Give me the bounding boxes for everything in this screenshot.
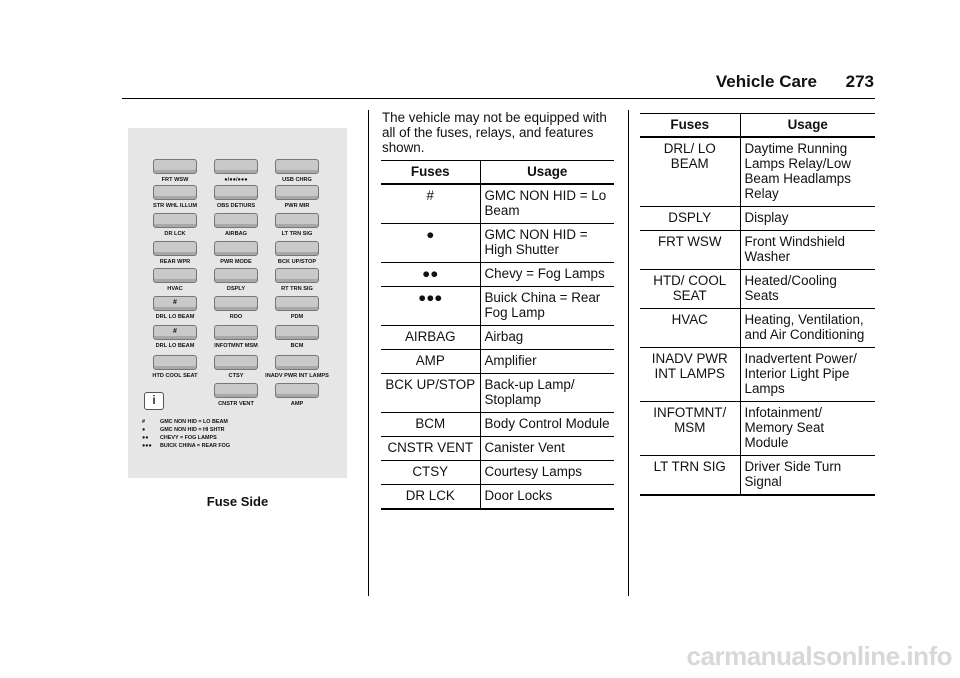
fuse-slot — [275, 159, 319, 174]
legend-symbol: ● — [142, 427, 146, 433]
usage-cell: Back-up Lamp/ Stoplamp — [480, 374, 614, 413]
section-title: Vehicle Care — [715, 72, 817, 91]
usage-cell: Heated/Cooling Seats — [740, 270, 875, 309]
fuse-cell: CNSTR VENT — [381, 437, 480, 461]
fuse-cell: INFOTMNT/ MSM — [640, 402, 740, 456]
fuse-slot — [214, 185, 258, 200]
table-row — [640, 137, 875, 207]
legend-text: BUICK CHINA = REAR FOG — [160, 443, 231, 449]
usage-cell: Chevy = Fog Lamps — [480, 263, 614, 287]
fuse-cell: HVAC — [640, 309, 740, 348]
fuse-cell: AIRBAG — [381, 326, 480, 350]
fuse-slot — [275, 185, 319, 200]
table-row — [381, 374, 614, 413]
legend-symbol: ●● — [142, 435, 149, 441]
table-row — [381, 413, 614, 437]
fuse-cell: LT TRN SIG — [640, 456, 740, 496]
table-row — [640, 207, 875, 231]
fuse-diagram — [128, 128, 347, 478]
fuse-slot — [214, 159, 258, 174]
fuse-cell: ●●● — [381, 287, 480, 326]
fuse-slot — [275, 383, 319, 398]
fuse-label: AMP — [290, 401, 304, 407]
fuse-slot — [153, 185, 197, 200]
fuse-label: USB CHRG — [282, 177, 312, 183]
fuse-cell: INADV PWR INT LAMPS — [640, 348, 740, 402]
usage-cell: Amplifier — [480, 350, 614, 374]
fuse-legend — [142, 418, 230, 450]
fuse-slot — [153, 268, 197, 283]
table-row — [381, 350, 614, 374]
legend-row — [142, 442, 230, 450]
fuse-cell: BCK UP/STOP — [381, 374, 480, 413]
legend-row — [142, 434, 230, 442]
fuse-label: INADV PWR INT LAMPS — [265, 373, 329, 379]
fuse-slot — [153, 355, 197, 370]
book-info-icon: i — [144, 392, 164, 410]
fuse-cell: BCM — [381, 413, 480, 437]
fuse-cell: CTSY — [381, 461, 480, 485]
fuse-label: PDM — [290, 314, 304, 320]
fuse-slot — [153, 241, 197, 256]
fuse-slot — [214, 268, 258, 283]
table-row — [381, 437, 614, 461]
usage-cell: Heating, Ventilation, and Air Conditioning — [740, 309, 875, 348]
fuse-cell: ●● — [381, 263, 480, 287]
legend-text: CHEVY = FOG LAMPS — [160, 435, 217, 441]
table-row — [640, 231, 875, 270]
legend-row — [142, 426, 230, 434]
fuse-label: RDO — [229, 314, 243, 320]
usage-cell: Front Windshield Washer — [740, 231, 875, 270]
fuse-label: CTSY — [228, 373, 244, 379]
fuse-slot — [275, 355, 319, 370]
fuse-slot — [275, 296, 319, 311]
hash-mark: # — [173, 299, 177, 306]
fuse-slot — [275, 325, 319, 340]
fuse-label: HVAC — [167, 286, 183, 292]
fuse-slot — [153, 159, 197, 174]
table-row — [381, 485, 614, 510]
usage-cell: Buick China = Rear Fog Lamp — [480, 287, 614, 326]
table-row — [640, 402, 875, 456]
fuse-label: CNSTR VENT — [218, 401, 254, 407]
fuse-slot — [275, 241, 319, 256]
column-divider-right — [628, 110, 629, 596]
fuse-label: DSPLY — [226, 286, 246, 292]
figure-caption: Fuse Side — [206, 494, 269, 509]
legend-symbol: # — [142, 419, 145, 425]
fuse-table-2 — [640, 113, 875, 496]
fuse-slot — [214, 296, 258, 311]
usage-cell: Infotainment/ Memory Seat Module — [740, 402, 875, 456]
legend-text: GMC NON HID = LO BEAM — [160, 419, 228, 425]
fuse-label: ●/●●/●●● — [224, 177, 248, 183]
fuse-slot — [214, 325, 258, 340]
fuse-cell: AMP — [381, 350, 480, 374]
fuse-label: DRL LO BEAM — [155, 314, 195, 320]
fuse-slot — [153, 213, 197, 228]
fuse-cell: ● — [381, 224, 480, 263]
column-header-fuses: Fuses — [640, 114, 740, 138]
fuse-slot — [275, 213, 319, 228]
column-header-fuses: Fuses — [381, 161, 480, 185]
table-row — [640, 309, 875, 348]
fuse-label: AIRBAG — [224, 231, 248, 237]
fuse-slot — [214, 383, 258, 398]
fuse-slot — [214, 355, 258, 370]
fuse-cell: DRL/ LO BEAM — [640, 137, 740, 207]
table-row — [640, 270, 875, 309]
usage-cell: Inadvertent Power/ Interior Light Pipe Lamps — [740, 348, 875, 402]
usage-cell: GMC NON HID = Lo Beam — [480, 184, 614, 224]
fuse-label: LT TRN SIG — [281, 231, 313, 237]
usage-cell: Courtesy Lamps — [480, 461, 614, 485]
column-header-usage: Usage — [480, 161, 614, 185]
page-number: 273 — [845, 72, 874, 91]
table-row — [640, 348, 875, 402]
column-divider-left — [368, 110, 369, 596]
page-header — [0, 72, 960, 102]
fuse-label: RT TRN SIG — [281, 286, 313, 292]
usage-cell: Door Locks — [480, 485, 614, 510]
fuse-label: STR WHL ILLUM — [152, 203, 198, 209]
legend-text: GMC NON HID = HI SHTR — [160, 427, 225, 433]
table-row — [640, 456, 875, 496]
fuse-label: DR LCK — [164, 231, 186, 237]
hash-mark: # — [173, 328, 177, 335]
usage-cell: Body Control Module — [480, 413, 614, 437]
fuse-label: FRT WSW — [161, 177, 189, 183]
fuse-cell: DR LCK — [381, 485, 480, 510]
fuse-cell: # — [381, 184, 480, 224]
table-row — [381, 326, 614, 350]
table-row — [381, 461, 614, 485]
fuse-cell: DSPLY — [640, 207, 740, 231]
fuse-slot — [275, 268, 319, 283]
fuse-slot — [214, 213, 258, 228]
watermark: carmanualsonline.info — [686, 641, 952, 671]
intro-paragraph: The vehicle may not be equipped with all of the fuses, relays, and features shown. — [382, 110, 607, 155]
legend-row — [142, 418, 230, 426]
fuse-label: INFOTMNT MSM — [214, 343, 258, 349]
fuse-cell: HTD/ COOL SEAT — [640, 270, 740, 309]
header-rule — [122, 98, 875, 99]
fuse-cell: FRT WSW — [640, 231, 740, 270]
fuse-label: OBS DET/URS — [216, 203, 256, 209]
fuse-label: PWR MIR — [284, 203, 310, 209]
legend-symbol: ●●● — [142, 443, 152, 449]
fuse-label: BCK UP/STOP — [277, 259, 317, 265]
fuse-slot — [214, 241, 258, 256]
usage-cell: Canister Vent — [480, 437, 614, 461]
fuse-label: BCM — [290, 343, 304, 349]
usage-cell: Airbag — [480, 326, 614, 350]
column-header-usage: Usage — [740, 114, 875, 138]
fuse-label: PWR MODE — [220, 259, 252, 265]
fuse-label: DRL LO BEAM — [155, 343, 195, 349]
usage-cell: GMC NON HID = High Shutter — [480, 224, 614, 263]
usage-cell: Driver Side Turn Signal — [740, 456, 875, 496]
table-row — [381, 224, 614, 263]
table-row — [381, 287, 614, 326]
table-row — [381, 184, 614, 224]
table-row — [381, 263, 614, 287]
fuse-table-1 — [381, 160, 614, 510]
fuse-label: HTD COOL SEAT — [152, 373, 198, 379]
usage-cell: Display — [740, 207, 875, 231]
fuse-label: REAR WPR — [159, 259, 191, 265]
usage-cell: Daytime Running Lamps Relay/Low Beam Headlamps Relay — [740, 137, 875, 207]
